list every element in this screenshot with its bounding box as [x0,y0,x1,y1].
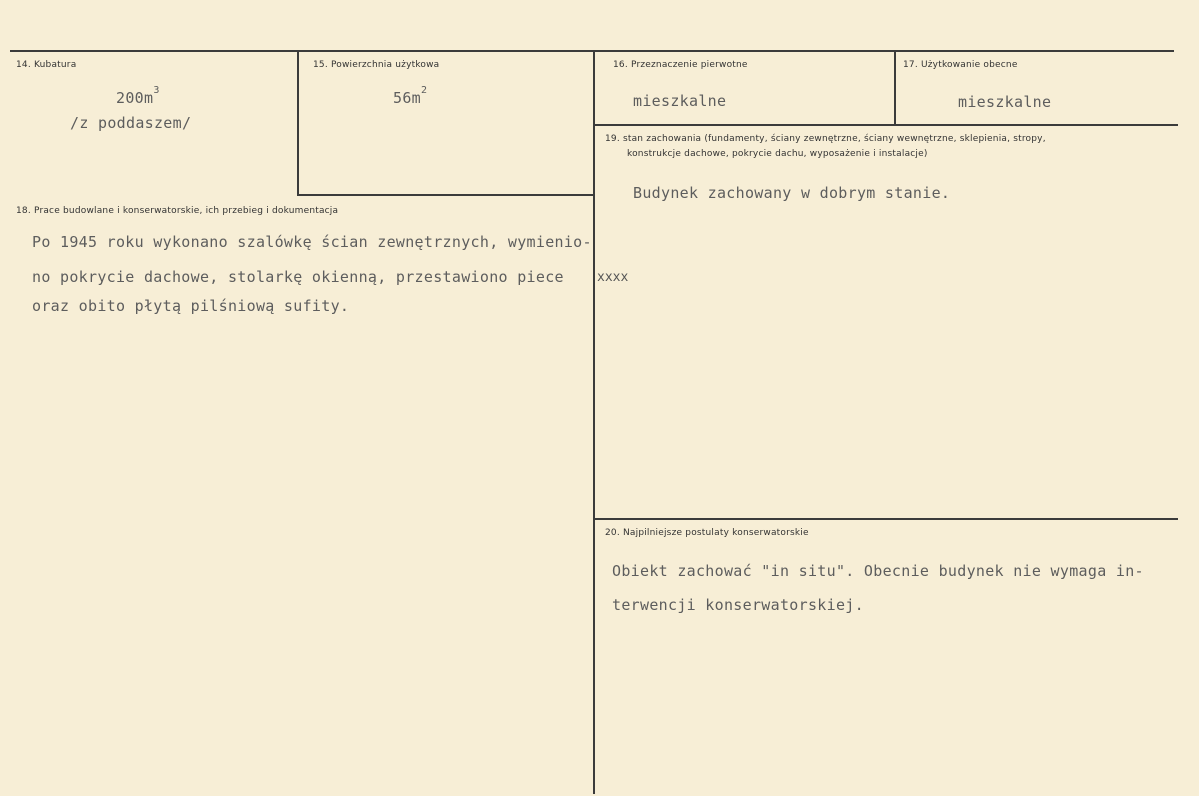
field-20-line-2: terwencji konserwatorskiej. [612,596,864,614]
field-14-unit-exponent: 3 [153,85,160,96]
field-15-value [393,85,428,107]
field-18-struck-text: xxxx [597,270,629,285]
field-17-value: mieszkalne [958,93,1052,111]
field-20-label: 20. Najpilniejsze postulaty konserwatorskie [605,528,809,538]
field-17-label: 17. Użytkowanie obecne [903,60,1018,70]
field-18-line-1: Po 1945 roku wykonano szalówkę ścian zewnętrznych, wymienio- [32,233,592,251]
field-18-line-3: oraz obito płytą pilśniową sufity. [32,297,350,315]
rule-below-16-17 [594,124,1178,126]
field-16-label: 16. Przeznaczenie pierwotne [613,60,748,70]
main-divider [593,52,595,794]
field-14-note: /z poddaszem/ [70,114,192,132]
field-15-area: 56m [393,89,421,107]
field-15-label: 15. Powierzchnia użytkowa [313,60,440,70]
field-18-label: 18. Prace budowlane i konserwatorskie, ich przebieg i dokumentacja [16,206,339,216]
divider-16-17 [894,52,896,125]
divider-14-15 [297,52,299,196]
field-19-value: Budynek zachowany w dobrym stanie. [633,184,951,202]
field-16-value: mieszkalne [633,92,727,110]
field-14-volume: 200m [116,89,154,107]
field-20-line-1: Obiekt zachować "in situ". Obecnie budynek nie wymaga in- [612,562,1144,580]
field-18-line-2: no pokrycie dachowe, stolarkę okienną, przestawiono piece [32,268,564,286]
field-19-label-line-2: konstrukcje dachowe, pokrycie dachu, wyposażenie i instalacje) [627,149,928,159]
top-rule [10,50,1174,52]
field-15-unit-exponent: 2 [421,85,428,96]
rule-below-15 [298,194,594,196]
field-14-value [116,85,160,107]
field-19-label-line-1: 19. stan zachowania (fundamenty, ściany zewnętrzne, ściany wewnętrzne, sklepienia, stropy, [605,134,1046,144]
field-14-label: 14. Kubatura [16,60,77,70]
rule-above-20 [594,518,1178,520]
